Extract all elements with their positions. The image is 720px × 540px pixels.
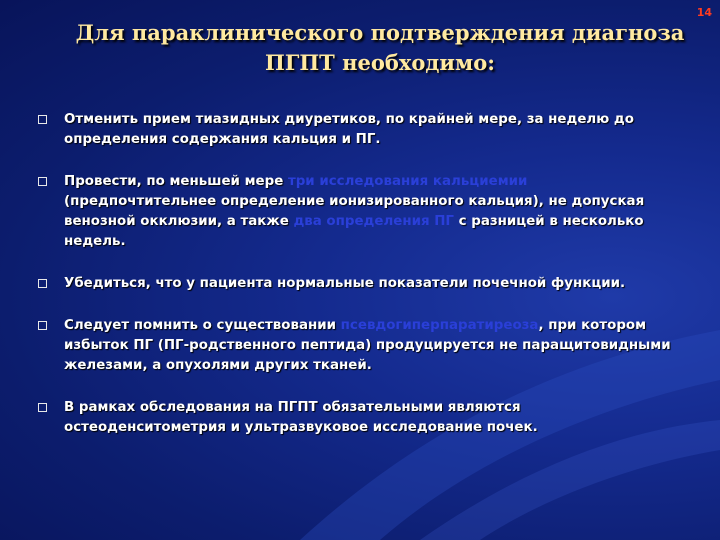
bullet-item (36, 398, 676, 438)
bullet-item (36, 110, 676, 150)
highlight-text: три исследования кальциемии (287, 174, 528, 189)
slide-title (40, 18, 720, 78)
bullet-text: Провести, по меньшей мере (64, 174, 288, 189)
bullet-text: Отменить прием тиазидных диуретиков, по крайней мере, за неделю до определения содержания кальция и ПГ. (64, 112, 634, 147)
bullet-text: с разницей в несколько недель. (64, 214, 644, 249)
square-bullet-icon (38, 403, 47, 412)
bullet-text: Убедиться, что у пациента нормальные показатели почечной функции. (64, 276, 626, 291)
slide-number: 14 (696, 6, 712, 19)
bullet-list (36, 110, 676, 460)
square-bullet-icon (38, 115, 47, 124)
bullet-text: , при котором избыток ПГ (ПГ-родственного пептида) продуцируется не паращитовидными железами, а опухолями других тканей. (64, 318, 671, 373)
square-bullet-icon (38, 321, 47, 330)
title-line-1: Для параклинического подтверждения диагноза (75, 20, 685, 45)
square-bullet-icon (38, 279, 47, 288)
bullet-text: В рамках обследования на ПГПТ обязательными являются остеоденситометрия и ультразвуковое исследование почек. (64, 400, 538, 435)
title-line-2: ПГПТ необходимо: (265, 50, 495, 75)
bullet-item (36, 316, 676, 376)
bullet-text: (предпочтительнее определение ионизированного кальция), не допуская венозной окклюзии, а также (64, 194, 645, 229)
bullet-item (36, 172, 676, 252)
bullet-text: Следует помнить о существовании (64, 318, 341, 333)
bullet-item (36, 274, 676, 294)
square-bullet-icon (38, 177, 47, 186)
highlight-text: псевдогиперпаратиреоза (340, 318, 539, 333)
highlight-text: два определения ПГ (293, 214, 454, 229)
